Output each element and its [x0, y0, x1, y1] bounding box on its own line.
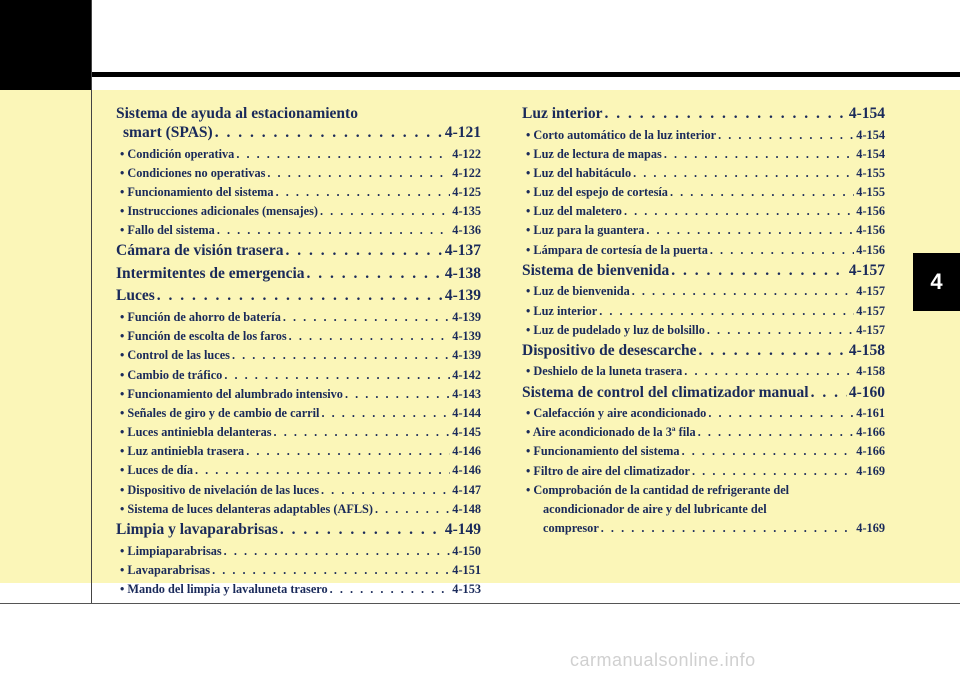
- toc-subentry[interactable]: [522, 243, 885, 262]
- toc-subentry[interactable]: [116, 348, 481, 367]
- dot-leader: [718, 128, 854, 143]
- dot-leader: [708, 406, 854, 421]
- entry-page: 4-161: [856, 406, 885, 421]
- dot-leader: [698, 425, 855, 440]
- dot-leader: [215, 124, 443, 142]
- dot-leader: [280, 521, 443, 539]
- entry-title: • Filtro de aire del climatizador: [526, 463, 691, 478]
- entry-page: 4-139: [444, 287, 481, 305]
- dot-leader: [330, 582, 451, 597]
- dot-leader: [633, 166, 854, 181]
- dot-leader: [224, 368, 450, 383]
- entry-title: Luces: [116, 287, 155, 305]
- entry-page: 4-125: [452, 184, 481, 199]
- toc-left-column: [116, 105, 481, 601]
- toc-subentry[interactable]: [116, 544, 481, 563]
- entry-page: 4-151: [452, 562, 481, 577]
- toc-subentry[interactable]: [522, 444, 885, 463]
- dot-leader: [289, 329, 451, 344]
- entry-title: • Luz antiniebla trasera: [120, 444, 245, 459]
- dot-leader: [276, 185, 451, 200]
- dot-leader: [684, 364, 854, 379]
- dot-leader: [375, 502, 450, 517]
- dot-leader: [321, 483, 450, 498]
- corner-block: [0, 0, 92, 90]
- watermark: carmanualsonline.info: [570, 650, 756, 670]
- dot-leader: [217, 223, 450, 238]
- toc-subentry[interactable]: [116, 406, 481, 425]
- entry-title: • Lavaparabrisas: [120, 562, 211, 577]
- toc-subentry[interactable]: [116, 368, 481, 387]
- toc-entry[interactable]: [116, 521, 481, 544]
- toc-subentry[interactable]: [116, 310, 481, 329]
- dot-leader: [632, 284, 855, 299]
- entry-title: • Fallo del sistema: [120, 223, 215, 238]
- dot-leader: [671, 262, 847, 280]
- entry-page: 4-122: [452, 146, 481, 161]
- toc-subentry[interactable]: [522, 521, 885, 540]
- dot-leader: [246, 444, 450, 459]
- toc-subentry[interactable]: [522, 204, 885, 223]
- header-rule: [92, 72, 960, 77]
- toc-subentry[interactable]: [522, 406, 885, 425]
- entry-title: • Luz de pudelado y luz de bolsillo: [526, 322, 705, 337]
- entry-page: 4-135: [452, 204, 481, 219]
- toc-subentry[interactable]: [522, 223, 885, 242]
- toc-subentry[interactable]: [116, 223, 481, 242]
- entry-page: 4-148: [452, 501, 481, 516]
- toc-subentry[interactable]: [116, 185, 481, 204]
- dot-leader: [195, 463, 450, 478]
- toc-subentry[interactable]: [116, 444, 481, 463]
- toc-subentry[interactable]: [522, 304, 885, 323]
- entry-page: 4-158: [848, 341, 885, 359]
- dot-leader: [699, 342, 847, 360]
- entry-title: • Instrucciones adicionales (mensajes): [120, 204, 318, 219]
- entry-title: Limpia y lavaparabrisas: [116, 521, 278, 538]
- entry-page: 4-156: [856, 242, 885, 257]
- toc-subentry[interactable]: [116, 329, 481, 348]
- entry-title: • Función de ahorro de batería: [120, 309, 281, 324]
- toc-subentry[interactable]: [522, 147, 885, 166]
- entry-page: 4-121: [444, 124, 481, 141]
- toc-subentry[interactable]: [522, 425, 885, 444]
- toc-entry[interactable]: [116, 242, 481, 265]
- entry-page: 4-157: [856, 303, 885, 318]
- entry-page: 4-122: [452, 165, 481, 180]
- entry-title: • Luz de bienvenida: [526, 284, 630, 299]
- toc-right-column: [522, 105, 885, 540]
- entry-title: • Función de escolta de los faros: [120, 329, 287, 344]
- entry-title: • Luz interior: [526, 303, 598, 318]
- entry-page: 4-158: [856, 364, 885, 379]
- entry-page: 4-157: [856, 284, 885, 299]
- entry-page: 4-143: [452, 386, 481, 401]
- entry-page: 4-139: [452, 348, 481, 363]
- toc-entry[interactable]: [116, 265, 481, 288]
- entry-title: Intermitentes de emergencia: [116, 264, 305, 282]
- entry-title: • Aire acondicionado de la 3ª fila: [526, 425, 696, 440]
- entry-title: • Funcionamiento del alumbrado intensivo: [120, 386, 343, 401]
- toc-subentry[interactable]: [522, 284, 885, 303]
- margin-line: [91, 0, 92, 604]
- toc-entry[interactable]: [522, 342, 885, 365]
- entry-page: 4-146: [452, 463, 481, 478]
- entry-page: 4-157: [848, 261, 885, 279]
- toc-subentry[interactable]: [522, 464, 885, 483]
- dot-leader: [646, 223, 854, 238]
- entry-title: Sistema de control del climatizador manual: [522, 383, 809, 401]
- toc-subentry[interactable]: [522, 166, 885, 185]
- dot-leader: [274, 425, 451, 440]
- toc-subentry[interactable]: [116, 483, 481, 502]
- dot-leader: [212, 563, 450, 578]
- entry-title: Sistema de bienvenida: [522, 261, 670, 279]
- entry-title: • Luz para la guantera: [526, 223, 645, 238]
- entry-page: 4-147: [452, 482, 481, 497]
- toc-subentry[interactable]: [116, 425, 481, 444]
- dot-leader: [320, 204, 450, 219]
- toc-subentry[interactable]: [116, 463, 481, 482]
- toc-subentry[interactable]: [522, 364, 885, 383]
- entry-title: • Sistema de luces delanteras adaptables (AFLS): [120, 501, 373, 516]
- chapter-tab[interactable]: 4: [913, 253, 960, 311]
- dot-leader: [321, 406, 450, 421]
- toc-entry[interactable]: [522, 105, 885, 128]
- entry-page: 4-155: [856, 165, 885, 180]
- entry-title: Cámara de visión trasera: [116, 242, 284, 260]
- toc-subentry[interactable]: [116, 502, 481, 521]
- entry-page: 4-154: [848, 105, 885, 122]
- entry-title: • Control de las luces: [120, 348, 230, 363]
- entry-page: 4-136: [452, 223, 481, 238]
- dot-leader: [285, 242, 442, 260]
- dot-leader: [601, 521, 855, 536]
- entry-page: 4-150: [452, 543, 481, 558]
- dot-leader: [267, 166, 450, 181]
- toc-entry[interactable]: [116, 287, 481, 310]
- entry-title: • Deshielo de la luneta trasera: [526, 364, 683, 379]
- entry-page: 4-166: [856, 425, 885, 440]
- toc-subentry[interactable]: [116, 387, 481, 406]
- toc-heading-line[interactable]: • Comprobación de la cantidad de refrigerante del: [526, 482, 790, 497]
- entry-page: 4-156: [856, 223, 885, 238]
- entry-title: • Funcionamiento del sistema: [120, 184, 274, 199]
- entry-page: 4-144: [452, 405, 481, 420]
- entry-page: 4-169: [856, 521, 885, 536]
- entry-page: 4-160: [848, 383, 885, 401]
- entry-title: compresor: [543, 521, 599, 536]
- toc-heading-line[interactable]: Sistema de ayuda al estacionamiento: [116, 105, 358, 122]
- entry-title: • Corto automático de la luz interior: [526, 127, 717, 142]
- toc-subentry[interactable]: [116, 147, 481, 166]
- dot-leader: [664, 147, 854, 162]
- entry-page: 4-142: [452, 367, 481, 382]
- entry-page: 4-137: [444, 242, 481, 260]
- entry-page: 4-139: [452, 309, 481, 324]
- entry-page: 4-153: [452, 581, 481, 596]
- dot-leader: [224, 544, 451, 559]
- entry-title: smart (SPAS): [123, 124, 213, 141]
- entry-title: • Condiciones no operativas: [120, 165, 266, 180]
- entry-title: Luz interior: [522, 105, 603, 122]
- entry-title: • Luz del habitáculo: [526, 165, 632, 180]
- entry-title: • Luces antiniebla delanteras: [120, 425, 272, 440]
- dot-leader: [707, 323, 854, 338]
- entry-title: • Lámpara de cortesía de la puerta: [526, 242, 708, 257]
- entry-page: 4-155: [856, 185, 885, 200]
- entry-page: 4-156: [856, 204, 885, 219]
- entry-page: 4-157: [856, 322, 885, 337]
- dot-leader: [692, 464, 854, 479]
- dot-leader: [624, 204, 854, 219]
- entry-page: 4-166: [856, 444, 885, 459]
- dot-leader: [710, 243, 854, 258]
- entry-title: • Condición operativa: [120, 146, 235, 161]
- dot-leader: [670, 185, 854, 200]
- toc-subentry[interactable]: [116, 166, 481, 185]
- toc-subentry[interactable]: [522, 323, 885, 342]
- dot-leader: [232, 348, 450, 363]
- toc-subentry[interactable]: [116, 204, 481, 223]
- entry-page: 4-169: [856, 463, 885, 478]
- entry-title: • Señales de giro y de cambio de carril: [120, 405, 320, 420]
- toc-subentry[interactable]: [522, 128, 885, 147]
- toc-entry[interactable]: [522, 262, 885, 285]
- toc-entry[interactable]: [116, 124, 481, 147]
- dot-leader: [307, 265, 443, 283]
- footer-rule: [0, 603, 960, 604]
- entry-title: • Luz del espejo de cortesía: [526, 185, 668, 200]
- entry-title: • Calefacción y aire acondicionado: [526, 406, 707, 421]
- entry-title: • Cambio de tráfico: [120, 367, 223, 382]
- dot-leader: [682, 444, 855, 459]
- entry-title: • Mando del limpia y lavaluneta trasero: [120, 581, 328, 596]
- entry-page: 4-145: [452, 425, 481, 440]
- entry-title: • Limpiaparabrisas: [120, 543, 222, 558]
- dot-leader: [605, 105, 847, 123]
- dot-leader: [236, 147, 450, 162]
- entry-page: 4-154: [856, 127, 885, 142]
- entry-title: • Funcionamiento del sistema: [526, 444, 680, 459]
- dot-leader: [599, 304, 854, 319]
- dot-leader: [283, 310, 450, 325]
- entry-title: Dispositivo de desescarche: [522, 341, 697, 359]
- entry-page: 4-138: [444, 264, 481, 282]
- toc-heading-line[interactable]: acondicionador de aire y del lubricante del: [543, 502, 767, 516]
- entry-title: • Luz del maletero: [526, 204, 622, 219]
- toc-subentry[interactable]: [116, 582, 481, 601]
- entry-page: 4-154: [856, 146, 885, 161]
- toc-subentry[interactable]: [116, 563, 481, 582]
- entry-page: 4-149: [444, 521, 481, 538]
- dot-leader: [157, 287, 443, 305]
- entry-page: 4-139: [452, 329, 481, 344]
- toc-entry[interactable]: [522, 384, 885, 407]
- entry-title: • Luces de día: [120, 463, 193, 478]
- entry-title: • Luz de lectura de mapas: [526, 146, 662, 161]
- entry-title: • Dispositivo de nivelación de las luces: [120, 482, 320, 497]
- dot-leader: [811, 384, 847, 402]
- dot-leader: [345, 387, 450, 402]
- toc-subentry[interactable]: [522, 185, 885, 204]
- entry-page: 4-146: [452, 444, 481, 459]
